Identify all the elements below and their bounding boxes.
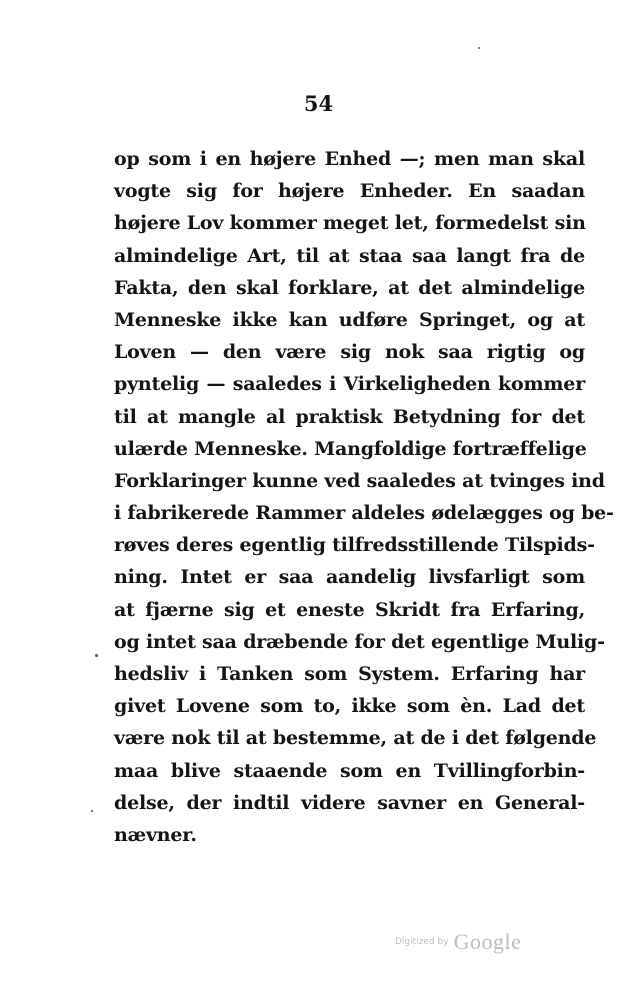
text-line: ulærde Menneske. Mangfoldige fortræffelige: [114, 437, 587, 460]
text-line: vogte sig for højere Enheder. En saadan: [114, 180, 585, 203]
text-line: til at mangle al praktisk Betydning for det: [114, 405, 585, 428]
text-line: ning. Intet er saa aandelig livsfarligt som: [114, 566, 585, 589]
text-line: at fjærne sig et eneste Skridt fra Erfaring,: [114, 598, 585, 621]
text-line: højere Lov kommer meget let, formedelst sin: [114, 212, 586, 235]
watermark-prefix: Digitized by: [395, 937, 449, 947]
text-line: Menneske ikke kan udføre Springet, og at: [114, 308, 585, 331]
text-line: røves deres egentlig tilfredsstillende Tilspids-: [114, 534, 595, 557]
text-line: pyntelig — saaledes i Virkeligheden kommer: [114, 373, 585, 396]
text-line: givet Lovene som to, ikke som èn. Lad det: [114, 695, 585, 718]
text-line: Fakta, den skal forklare, at det almindelige: [114, 276, 585, 299]
text-line: delse, der indtil videre savner en General-: [114, 791, 585, 814]
digitized-by-google-watermark: [395, 929, 521, 955]
text-line: maa blive staaende som en Tvillingforbin-: [114, 759, 585, 782]
text-line: være nok til at bestemme, at de i det følgende: [114, 727, 597, 750]
scan-speck: [95, 654, 98, 657]
text-line: i fabrikerede Rammer aldeles ødelægges og be-: [114, 502, 614, 525]
google-logo: Google: [453, 929, 522, 954]
page-number: 54: [303, 91, 334, 116]
body-text: [114, 143, 614, 851]
text-line: Loven — den være sig nok saa rigtig og: [114, 341, 585, 364]
text-line: og intet saa dræbende for det egentlige Mulig-: [114, 630, 605, 653]
scan-speck: [91, 810, 93, 812]
text-line: Forklaringer kunne ved saaledes at tvinges ind: [114, 469, 605, 492]
text-line: almindelige Art, til at staa saa langt fra de: [114, 244, 585, 267]
text-line: nævner.: [114, 823, 197, 846]
scan-speck: [478, 47, 480, 49]
text-line: hedsliv i Tanken som System. Erfaring har: [114, 663, 585, 685]
text-line: op som i en højere Enhed —; men man skal: [114, 148, 585, 170]
